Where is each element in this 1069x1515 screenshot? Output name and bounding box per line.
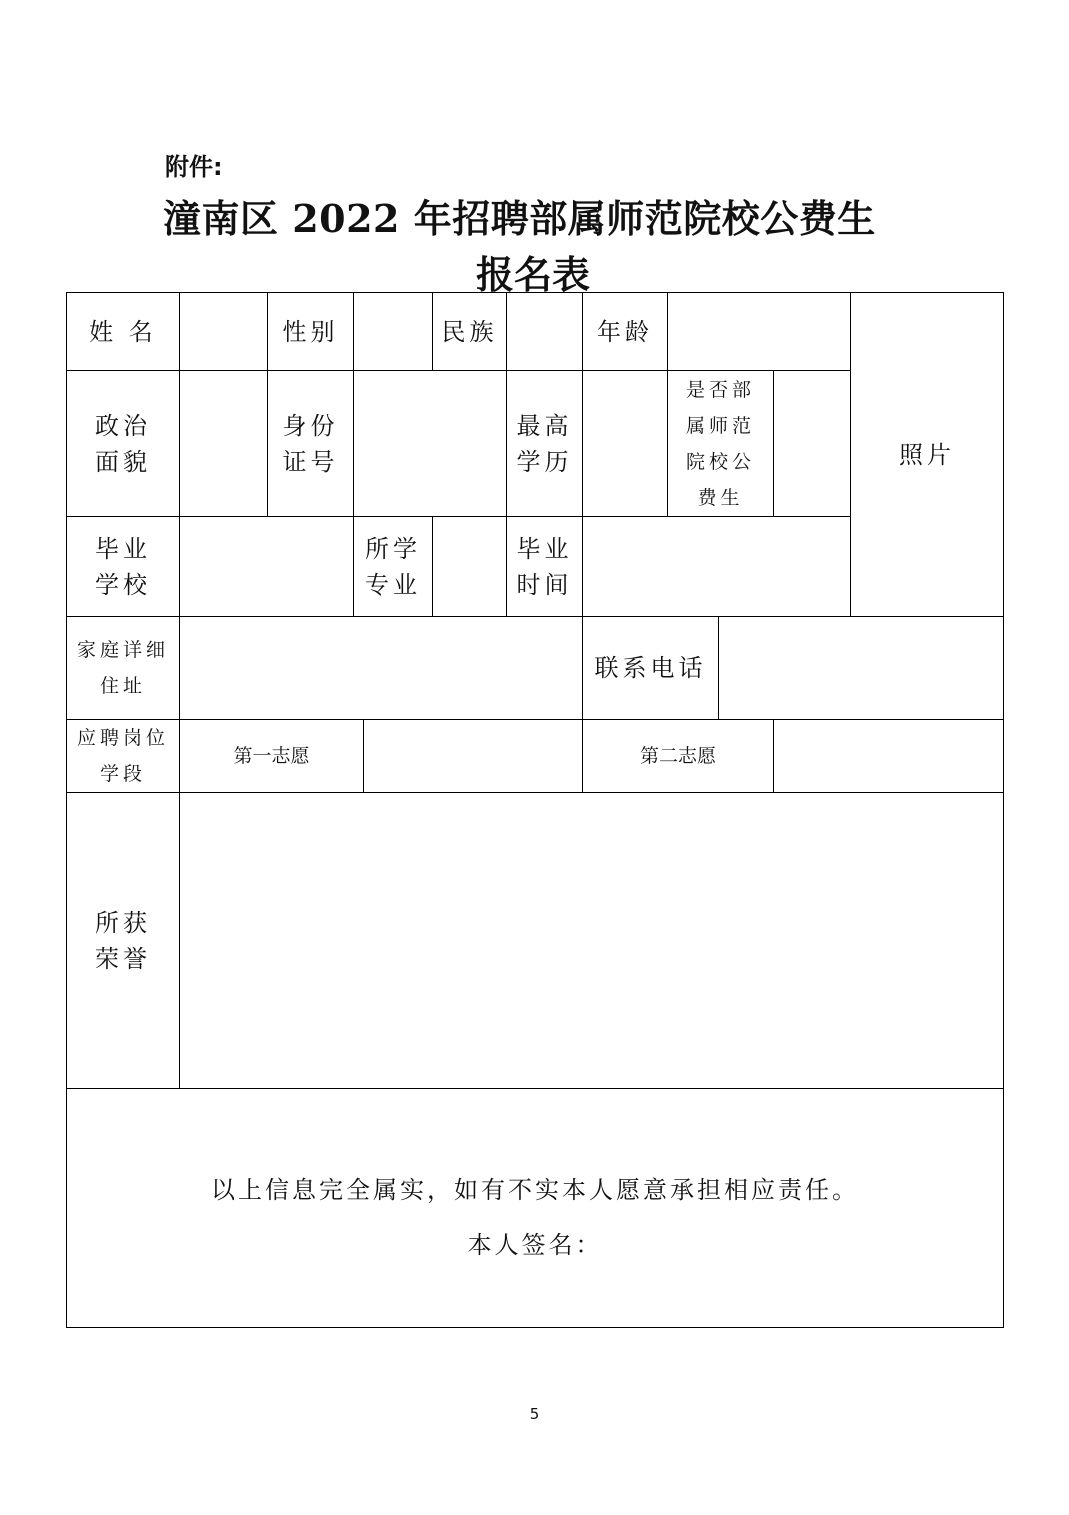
gender-field[interactable] [353,292,433,371]
age-label: 年龄 [597,317,653,346]
major-label-cell [353,516,433,617]
gender-label-cell [267,292,354,371]
political-label: 政治 面貌 [95,411,151,476]
political-field[interactable] [179,370,268,517]
honors-label-cell [66,792,180,1089]
phone-label: 联系电话 [594,654,707,682]
school-label-cell [66,516,180,617]
address-label: 家庭详细 住址 [76,639,169,697]
major-field[interactable] [432,516,507,617]
signature-label[interactable]: 本人签名： [467,1231,603,1259]
age-field[interactable] [667,292,851,371]
position-label-cell [66,719,180,793]
school-label: 毕业 学校 [95,534,151,599]
choice1-field[interactable] [363,719,583,793]
choice2-field[interactable] [773,719,1004,793]
choice2-label: 第二志愿 [639,745,716,767]
honors-field[interactable] [179,792,1004,1089]
major-label: 所学 专业 [365,534,421,599]
grad-time-label: 毕业 时间 [516,534,573,599]
is-normal-label-cell [667,370,774,517]
age-label-cell [582,292,668,371]
political-label-cell [66,370,180,517]
address-field[interactable] [179,616,583,720]
education-label: 最高 学历 [516,411,573,476]
ethnicity-field[interactable] [506,292,583,371]
name-field[interactable] [179,292,268,371]
id-label-cell [267,370,354,517]
ethnicity-label: 民族 [441,317,498,346]
id-label: 身份 证号 [282,411,339,476]
choice1-label-cell [179,719,364,793]
is-normal-field[interactable] [773,370,851,517]
declaration-cell [66,1088,1004,1328]
name-label: 姓 名 [89,317,157,346]
phone-label-cell [582,616,719,720]
declaration-statement: 以上信息完全属实，如有不实本人愿意承担相应责任。 [211,1176,859,1204]
address-label-cell [66,616,180,720]
honors-label: 所获 荣誉 [95,908,151,973]
position-label: 应聘岗位 学段 [76,727,169,785]
choice2-label-cell [582,719,774,793]
id-field[interactable] [353,370,507,517]
name-label-cell [66,292,180,371]
school-field[interactable] [179,516,354,617]
attachment-label: 附件: [165,153,223,181]
photo-label: 照片 [899,440,955,469]
gender-label: 性别 [282,317,339,346]
is-normal-label: 是否部 属师范 院校公 费生 [685,378,755,509]
photo-cell[interactable] [850,292,1004,617]
ethnicity-label-cell [432,292,507,371]
education-label-cell [506,370,583,517]
page-number: 5 [529,1405,540,1423]
grad-time-label-cell [506,516,583,617]
grad-time-field[interactable] [582,516,851,617]
choice1-label: 第一志愿 [233,745,310,767]
title-line1-text: 潼南区 2022 年招聘部属师范院校公费生 [163,196,876,241]
title-line2-text: 报名表 [476,252,591,297]
education-field[interactable] [582,370,668,517]
phone-field[interactable] [718,616,1004,720]
